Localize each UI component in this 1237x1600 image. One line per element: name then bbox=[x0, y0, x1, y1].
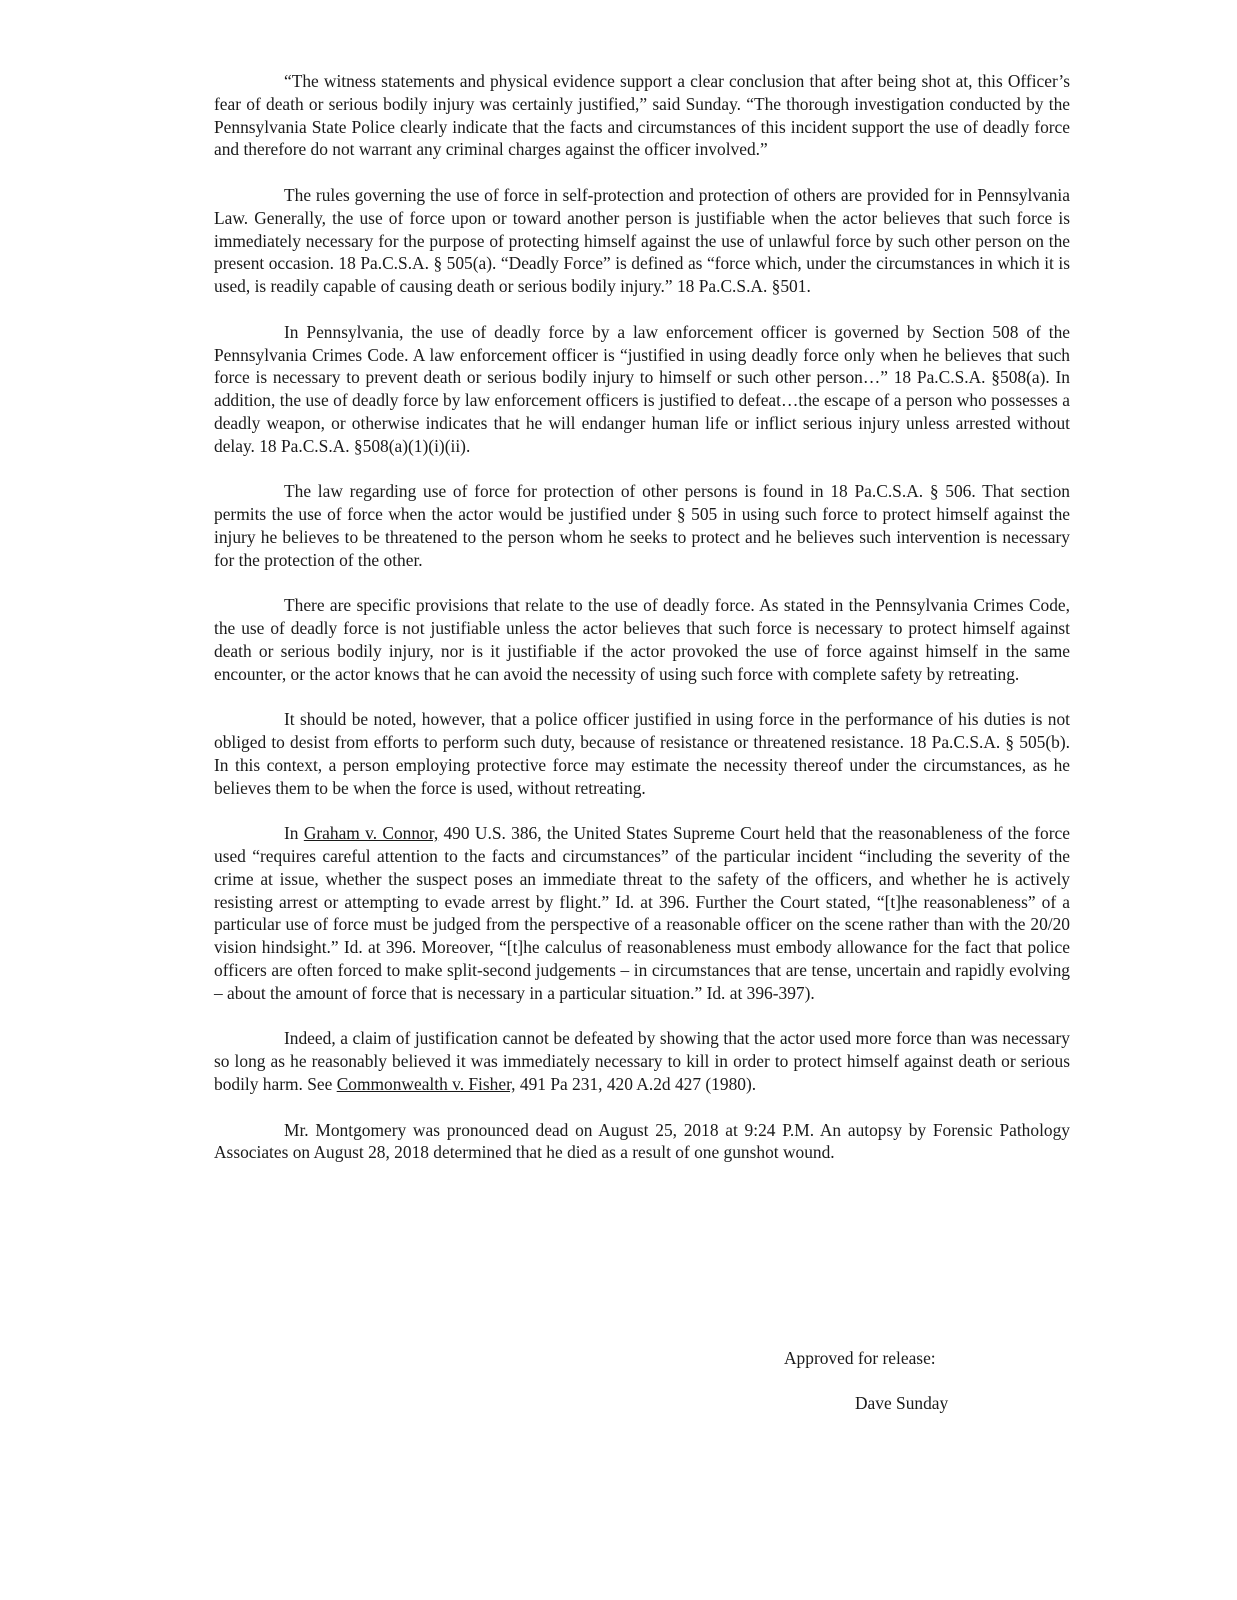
paragraph-autopsy bbox=[214, 1119, 1070, 1165]
paragraph-deadly-force-officer bbox=[214, 321, 1070, 458]
paragraph-text: In bbox=[284, 823, 304, 844]
case-citation-fisher: Commonwealth v. Fisher, bbox=[336, 1074, 516, 1095]
paragraph-text: 490 U.S. 386, the United States Supreme Court held that the reasonableness of the force used “requires careful attention to the facts and circumstances” of the particular incident “including the severity of the crime at issue, whether the suspect poses an immediate threat to the safety of the officers, and whether he is actively resisting arrest or attempting to evade arrest by flight.” Id. at 396. Further the Court stated, “[t]he reasonableness” of a particular use of force must be judged from the perspective of a reasonable officer on the scene rather than with the 20/20 vision hindsight.” Id. at 396. Moreover, “[t]he calculus of reasonableness must embody allowance for the fact that police officers are often forced to make split-second judgements – in circumstances that are tense, uncertain and rapidly evolving – about the amount of force that is necessary in a particular situation.” Id. at 396-397). bbox=[214, 823, 1070, 1003]
paragraph-text: Indeed, a claim of justification cannot be defeated by showing that the actor used more force than was necessary so long as he reasonably believed it was immediately necessary to kill in order to protect himself against death or serious bodily harm. See bbox=[214, 1028, 1070, 1095]
signature-name: Dave Sunday bbox=[855, 1393, 949, 1413]
paragraph-text: The rules governing the use of force in self-protection and protection of others are provided for in Pennsylvania Law. Generally, the use of force upon or toward another person is justifiable when the actor believes that such force is immediately necessary for the purpose of protecting himself against the use of unlawful force by such other person on the present occasion. 18 Pa.C.S.A. § 505(a). “Deadly Force” is defined as “force which, under the circumstances in which it is used, is readily capable of causing death or serious bodily injury.” 18 Pa.C.S.A. §501. bbox=[214, 184, 1070, 297]
paragraph-text: In Pennsylvania, the use of deadly force by a law enforcement officer is governed by Section 508 of the Pennsylvania Crimes Code. A law enforcement officer is “justified in using deadly force only when he believes that such force is necessary to prevent death or serious bodily injury to himself or such other person…” 18 Pa.C.S.A. §508(a). In addition, the use of deadly force by law enforcement officers is justified to defeat…the escape of a person who possesses a deadly weapon, or otherwise indicates that he will endanger human life or inflict serious injury unless arrested without delay. 18 Pa.C.S.A. §508(a)(1)(i)(ii). bbox=[214, 321, 1070, 456]
paragraph-text: 491 Pa 231, 420 A.2d 427 (1980). bbox=[515, 1074, 757, 1095]
paragraph-text: There are specific provisions that relate to the use of deadly force. As stated in the Pennsylvania Crimes Code, the use of deadly force is not justifiable unless the actor believes that such force is necessary to protect himself against death or serious bodily injury, nor is it justifiable if the actor provoked the use of force against himself in the same encounter, or the actor knows that he can avoid the necessity of using such force with complete safety by retreating. bbox=[214, 595, 1070, 684]
paragraph-text: “The witness statements and physical evidence support a clear conclusion that after being shot at, this Officer’s fear of death or serious bodily injury was certainly justified,” said Sunday. “The thorough investigation conducted by the Pennsylvania State Police clearly indicate that the facts and circumstances of this incident support the use of deadly force and therefore do not warrant any criminal charges against the officer involved.” bbox=[214, 71, 1070, 160]
paragraph-text: It should be noted, however, that a police officer justified in using force in the performance of his duties is not obliged to desist from efforts to perform such duty, because of resistance or threatened resistance. 18 Pa.C.S.A. § 505(b). In this context, a person employing protective force may estimate the necessity thereof under the circumstances, as he believes them to be when the force is used, without retreating. bbox=[214, 709, 1070, 798]
case-citation-graham: Graham v. Connor, bbox=[303, 823, 439, 844]
paragraph-text: Mr. Montgomery was pronounced dead on August 25, 2018 at 9:24 P.M. An autopsy by Forensic Pathology Associates on August 28, 2018 determined that he died as a result of one gunshot wound. bbox=[214, 1119, 1070, 1163]
paragraph-justification-claim bbox=[214, 1027, 1070, 1095]
approved-for-release-label: Approved for release: bbox=[784, 1348, 936, 1368]
paragraph-use-of-force-rules bbox=[214, 184, 1070, 298]
paragraph-police-duty bbox=[214, 708, 1070, 799]
paragraph-protection-of-others bbox=[214, 480, 1070, 571]
paragraph-deadly-force-provisions bbox=[214, 594, 1070, 685]
document-body bbox=[214, 70, 1070, 1164]
paragraph-text: The law regarding use of force for protection of other persons is found in 18 Pa.C.S.A. § 506. That section permits the use of force when the actor would be justified under § 505 in using such force to protect himself against the injury he believes to be threatened to the person whom he seeks to protect and he believes such intervention is necessary for the protection of the other. bbox=[214, 481, 1070, 570]
paragraph-sunday-quote bbox=[214, 70, 1070, 161]
paragraph-graham-v-connor bbox=[214, 822, 1070, 1004]
